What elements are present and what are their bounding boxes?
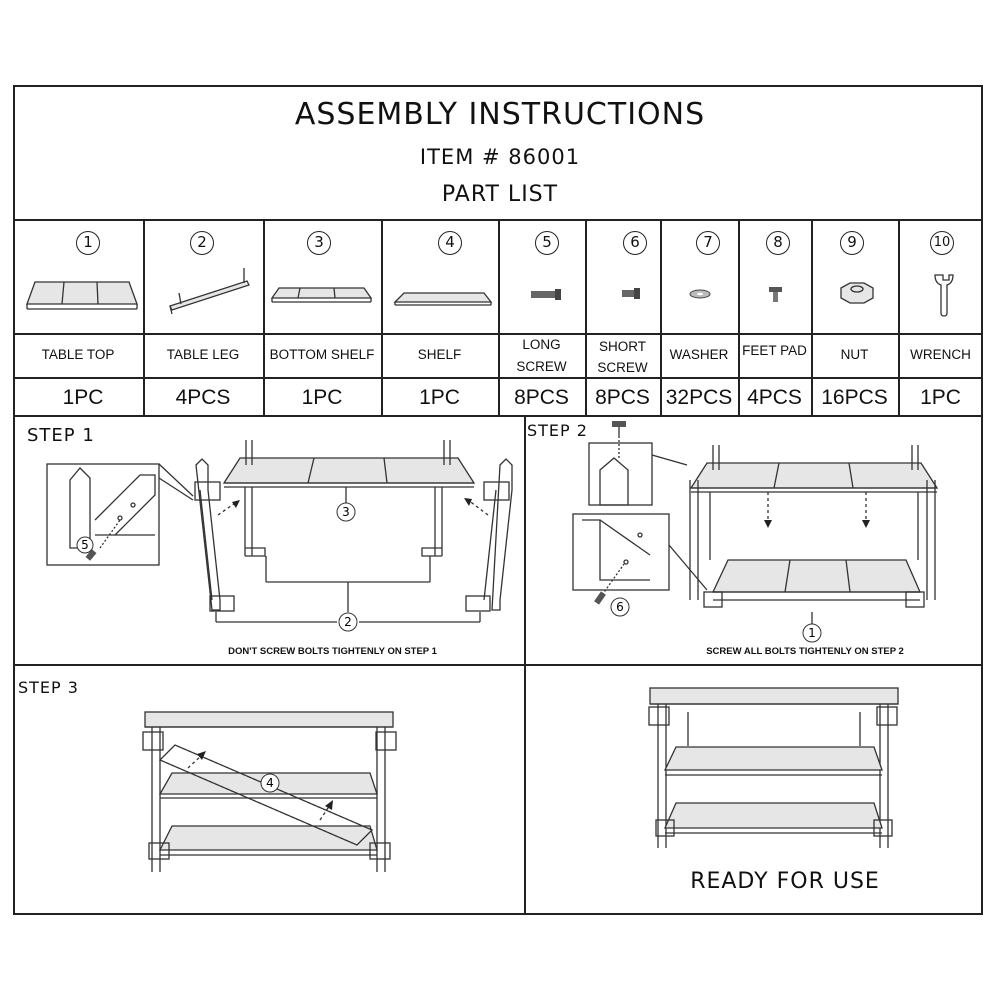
part-number-8: 8 bbox=[766, 231, 790, 255]
part-name-9: NUT bbox=[840, 347, 869, 362]
part-name-2: TABLE LEG bbox=[166, 347, 240, 362]
part-number-1: 1 bbox=[76, 231, 100, 255]
page-title: ASSEMBLY INSTRUCTIONS bbox=[294, 97, 706, 132]
part-name-3: BOTTOM SHELF bbox=[269, 347, 375, 362]
step-3-callout-4: 4 bbox=[266, 776, 274, 790]
part-qty-3: 1PC bbox=[301, 386, 343, 409]
step-1-callout-3: 3 bbox=[342, 505, 350, 519]
part-number-3: 3 bbox=[307, 231, 331, 255]
step-2-callout-1: 1 bbox=[808, 626, 816, 640]
part-name-4: SHELF bbox=[417, 347, 462, 362]
part-name-6-line2: SCREW bbox=[597, 360, 648, 375]
part-name-6-line1: SHORT bbox=[598, 339, 646, 354]
part-qty-6: 8PCS bbox=[595, 386, 650, 409]
part-number-2: 2 bbox=[190, 231, 214, 255]
part-qty-10: 1PC bbox=[920, 386, 961, 409]
step-2-callout-6: 6 bbox=[616, 600, 624, 614]
part-number-9: 9 bbox=[840, 231, 864, 255]
step-2-label: STEP 2 bbox=[527, 421, 588, 440]
part-qty-7: 32PCS bbox=[665, 386, 733, 409]
part-number-4: 4 bbox=[438, 231, 462, 255]
part-number-7: 7 bbox=[696, 231, 720, 255]
step-1-callout-5: 5 bbox=[81, 538, 89, 552]
part-qty-5: 8PCS bbox=[514, 386, 569, 409]
part-name-10: WRENCH bbox=[910, 347, 971, 362]
part-number-10: 10 bbox=[930, 231, 954, 255]
step-2-note: SCREW ALL BOLTS TIGHTENLY ON STEP 2 bbox=[706, 646, 904, 657]
ready-for-use-label: READY FOR USE bbox=[690, 869, 880, 894]
part-number-6: 6 bbox=[623, 231, 647, 255]
part-qty-9: 16PCS bbox=[821, 386, 888, 409]
part-number-5: 5 bbox=[535, 231, 559, 255]
part-name-8: FEET PAD bbox=[742, 343, 807, 358]
part-name-5-line2: SCREW bbox=[516, 359, 567, 374]
step-3-label: STEP 3 bbox=[18, 678, 79, 697]
part-list-heading: PART LIST bbox=[441, 182, 559, 207]
item-number: ITEM # 86001 bbox=[419, 145, 581, 169]
part-qty-2: 4PCS bbox=[175, 386, 231, 409]
part-qty-4: 1PC bbox=[419, 386, 460, 409]
part-qty-8: 4PCS bbox=[747, 386, 802, 409]
step-1-note: DON'T SCREW BOLTS TIGHTENLY ON STEP 1 bbox=[228, 646, 437, 657]
part-qty-1: 1PC bbox=[62, 386, 104, 409]
part-name-7: WASHER bbox=[669, 347, 729, 362]
step-1-label: STEP 1 bbox=[27, 425, 95, 446]
part-name-1: TABLE TOP bbox=[41, 347, 115, 362]
step-1-callout-2: 2 bbox=[344, 615, 352, 629]
part-name-5-line1: LONG bbox=[522, 337, 561, 352]
